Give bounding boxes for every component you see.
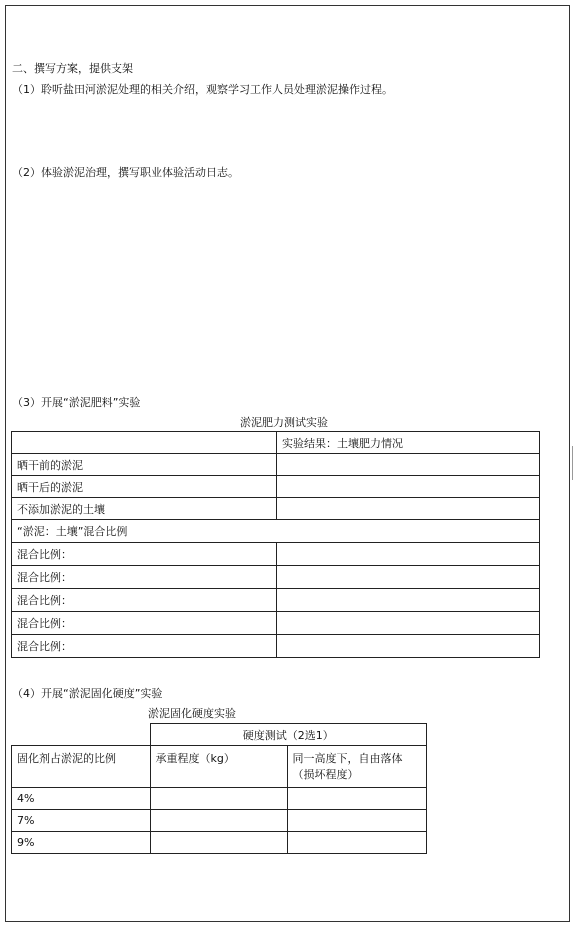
result-cell[interactable] [277,543,540,566]
hardness-test-header: 硬度测试（2选1） [150,724,427,746]
table-row [12,612,540,635]
table1-caption: 淤泥肥力测试实验 [240,416,328,429]
item-2-text: （2）体验淤泥治理，撰写职业体验活动日志。 [12,166,239,179]
result-cell[interactable] [277,566,540,589]
drop-cell[interactable] [287,788,427,810]
table-cell [12,432,277,454]
table-row [12,746,427,788]
item-1-text: （1）聆听盐田河淤泥处理的相关介绍，观察学习工作人员处理淤泥操作过程。 [12,83,393,96]
row-label: 不添加淤泥的土壤 [12,498,277,520]
result-cell[interactable] [277,635,540,658]
ratio-cell: 4% [12,788,151,810]
drop-cell[interactable] [287,832,427,854]
table2-caption: 淤泥固化硬度实验 [148,707,236,720]
item-3-text: （3）开展“淤泥肥料”实验 [12,396,141,409]
table-row [12,589,540,612]
drop-header-line1: 同一高度下，自由落体 [292,752,403,765]
drop-cell[interactable] [287,810,427,832]
table-row [12,724,427,746]
table-row [12,520,540,543]
load-cell[interactable] [150,788,287,810]
item-4-text: （4）开展“淤泥固化硬度”实验 [12,687,163,700]
table-row [12,566,540,589]
result-cell[interactable] [277,589,540,612]
row-label: 晒干前的淤泥 [12,454,277,476]
result-cell[interactable] [277,612,540,635]
mix-ratio-label: 混合比例： [12,635,277,658]
mix-ratio-label: 混合比例： [12,566,277,589]
margin-mark [572,446,577,480]
load-cell[interactable] [150,810,287,832]
mix-ratio-title: “淤泥：土壤”混合比例 [12,520,540,543]
table-row [12,476,540,498]
mix-ratio-label: 混合比例： [12,543,277,566]
table-row [12,498,540,520]
ratio-column-header: 固化剂占淤泥的比例 [12,746,151,788]
mix-ratio-label: 混合比例： [12,612,277,635]
ratio-cell: 9% [12,832,151,854]
table-row [12,635,540,658]
hardness-table [11,723,427,854]
table-row [12,832,427,854]
table-cell [12,724,151,746]
section-heading: 二、撰写方案，提供支架 [12,62,133,75]
fertility-table [11,431,540,658]
table-row [12,810,427,832]
table-row [12,543,540,566]
row-label: 晒干后的淤泥 [12,476,277,498]
ratio-cell: 7% [12,810,151,832]
load-column-header: 承重程度（kg） [150,746,287,788]
mix-ratio-label: 混合比例： [12,589,277,612]
result-cell[interactable] [277,498,540,520]
table-row [12,432,540,454]
drop-column-header [287,746,427,788]
drop-header-line2: （损坏程度） [292,768,359,781]
table-row [12,454,540,476]
table-row [12,788,427,810]
result-header: 实验结果：土壤肥力情况 [277,432,540,454]
load-cell[interactable] [150,832,287,854]
result-cell[interactable] [277,454,540,476]
result-cell[interactable] [277,476,540,498]
